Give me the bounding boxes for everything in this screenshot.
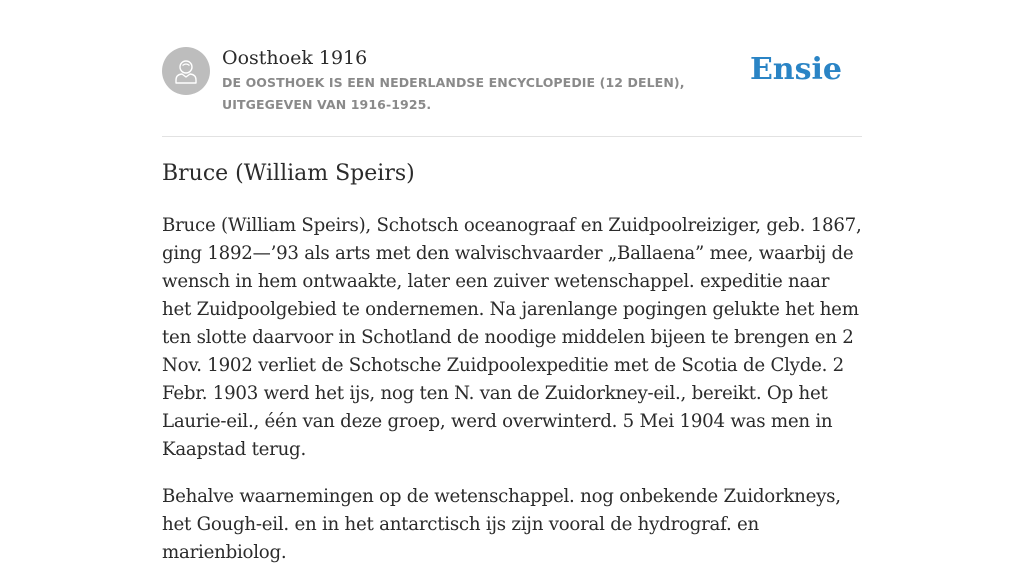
entry-paragraph: Bruce (William Speirs), Schotsch oceanograaf en Zuidpoolreiziger, geb. 1867, ging 1892—’93 als arts met den walvischvaarder „Ballaena” mee, waarbij de wensch in hem ontwaakte, later een zuiver wetenschappel. expeditie naar het Zuidpoolgebied te ondernemen. Na jarenlange pogingen gelukte het hem ten slotte daarvoor in Schotland de noodige middelen bijeen te brengen en 2 Nov. 1902 verliet de Schotsche Zuidpoolexpeditie met de Scotia de Clyde. 2 Febr. 1903 werd het ijs, nog ten N. van de Zuidorkney-eil., bereikt. Op het Laurie-eil., één van deze groep, werd overwinterd. 5 Mei 1904 was men in Kaapstad terug.: [162, 215, 862, 460]
source-avatar[interactable]: [162, 47, 210, 95]
source-description: DE OOSTHOEK IS EEN NEDERLANDSE ENCYCLOPEDIE (12 DELEN), UITGEGEVEN VAN 1916-1925.: [222, 75, 685, 112]
page: [162, 0, 862, 563]
entry-title: Bruce (William Speirs): [162, 161, 415, 186]
user-icon: [171, 56, 201, 86]
source-title[interactable]: Oosthoek 1916: [222, 47, 368, 69]
source-header: [162, 46, 862, 137]
entry-body: [162, 212, 862, 586]
entry-paragraph: Behalve waarnemingen op de wetenschappel. nog onbekende Zuidorkneys, het Gough-eil. en in het antarctisch ijs zijn vooral de hydrograf. en marienbiolog.: [162, 486, 841, 563]
ensie-logo-link[interactable]: Ensie: [749, 52, 842, 87]
